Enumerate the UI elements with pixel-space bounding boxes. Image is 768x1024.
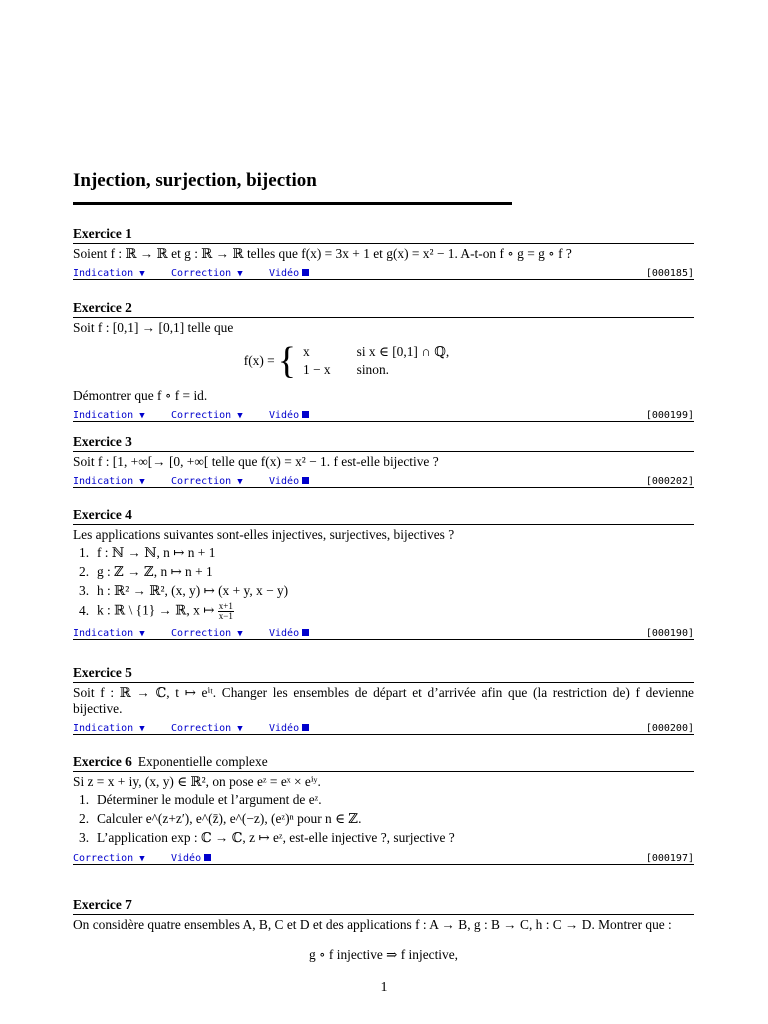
square-icon [302, 629, 309, 636]
square-icon [204, 854, 211, 861]
list-item: 1. f : ℕ → ℕ, n ↦ n + 1 [79, 545, 216, 560]
fraction: $\frac{x+1}{x-1}$ [218, 601, 233, 621]
list-item: 1. Déterminer le module et l’argument de eᶻ. [79, 792, 322, 807]
video-link[interactable]: Vidéo [171, 851, 211, 867]
list-item: 3. h : ℝ² → ℝ², (x, y) ↦ (x + y, x − y) [79, 583, 289, 598]
exercise-links [73, 406, 694, 421]
video-link[interactable]: Vidéo [269, 408, 309, 424]
square-icon [302, 411, 309, 418]
exercise-ref: [000197] [645, 853, 694, 864]
exercise-heading: Exercice 5 [73, 665, 132, 680]
exercise-2 [73, 300, 694, 422]
correction-link[interactable]: Correction ▼ [171, 268, 243, 279]
exercise-list [73, 792, 694, 846]
indication-link[interactable]: Indication ▼ [73, 628, 145, 639]
case1-condition: si x ∈ [0,1] ∩ ℚ, [356, 344, 450, 359]
exercise-intro: Les applications suivantes sont-elles injectives, surjectives, bijectives ? [73, 527, 455, 542]
display-equation: g ∘ f injective ⇒ f injective, [308, 947, 459, 962]
exercise-text: Soient f : ℝ → ℝ et g : ℝ → ℝ telles que f(x) = 3x + 1 et g(x) = x² − 1. A-t-on f ∘ g = g ∘ f ? [73, 246, 572, 261]
triangle-down-icon: ▼ [139, 269, 145, 279]
exercise-ref: [000185] [645, 268, 694, 279]
video-link[interactable]: Vidéo [269, 474, 309, 490]
triangle-down-icon: ▼ [139, 411, 145, 421]
exercise-6 [73, 754, 694, 865]
indication-link[interactable]: Indication ▼ [73, 723, 145, 734]
exercise-4 [73, 507, 694, 640]
exercise-ref: [000199] [645, 410, 694, 421]
exercise-bottom-rule [73, 487, 694, 488]
case2-value: 1 − x [302, 362, 331, 377]
left-brace: { [277, 340, 296, 382]
exercise-heading: Exercice 6 Exponentielle complexe [73, 754, 268, 769]
piecewise-definition [73, 342, 694, 380]
exercise-subtitle: Exponentielle complexe [137, 754, 268, 769]
exercise-heading: Exercice 2 [73, 300, 132, 315]
list-item: 4. k : ℝ \ {1} → ℝ, x ↦ $\frac{x+1}{x-1}$ [79, 601, 233, 621]
exercise-bottom-rule [73, 279, 694, 280]
title-rule [73, 202, 512, 205]
exercise-bottom-rule [73, 864, 694, 865]
exercise-heading: Exercice 3 [73, 434, 132, 449]
exercise-7 [73, 897, 694, 963]
correction-link[interactable]: Correction ▼ [171, 410, 243, 421]
exercise-links [73, 849, 694, 864]
list-item: 3. L’application exp : ℂ → ℂ, z ↦ eᶻ, est-elle injective ?, surjective ? [79, 830, 455, 845]
triangle-down-icon: ▼ [237, 411, 243, 421]
correction-link[interactable]: Correction ▼ [171, 723, 243, 734]
video-link[interactable]: Vidéo [269, 266, 309, 282]
exercise-links [73, 472, 694, 487]
list-item: 2. g : ℤ → ℤ, n ↦ n + 1 [79, 564, 213, 579]
video-link[interactable]: Vidéo [269, 626, 309, 642]
page-number: 1 [380, 980, 388, 995]
exercise-5 [73, 665, 694, 735]
exercise-bottom-rule [73, 639, 694, 640]
triangle-down-icon: ▼ [139, 629, 145, 639]
exercise-ref: [000200] [645, 723, 694, 734]
video-link[interactable]: Vidéo [269, 721, 309, 737]
exercise-bottom-rule [73, 734, 694, 735]
triangle-down-icon: ▼ [139, 477, 145, 487]
exercise-links [73, 719, 694, 734]
exercise-links [73, 264, 694, 279]
exercise-ref: [000190] [645, 628, 694, 639]
correction-link[interactable]: Correction ▼ [171, 628, 243, 639]
exercise-heading: Exercice 4 [73, 507, 132, 522]
correction-link[interactable]: Correction ▼ [73, 853, 145, 864]
correction-link[interactable]: Correction ▼ [171, 476, 243, 487]
exercise-ref: [000202] [645, 476, 694, 487]
exercise-1 [73, 226, 694, 280]
exercise-text: Soit f : ℝ → ℂ, t ↦ eⁱᵗ. Changer les ensembles de départ et d’arrivée afin que (la restriction de) f devienne bijective. [73, 685, 694, 716]
indication-link[interactable]: Indication ▼ [73, 410, 145, 421]
exercise-heading: Exercice 7 [73, 897, 132, 912]
square-icon [302, 269, 309, 276]
exercise-list [73, 545, 694, 621]
list-item: 2. Calculer e^(z+z′), e^(z̄), e^(−z), (eᶻ)ⁿ pour n ∈ ℤ. [79, 811, 362, 826]
page-title: Injection, surjection, bijection [73, 170, 317, 191]
indication-link[interactable]: Indication ▼ [73, 268, 145, 279]
exercise-text: On considère quatre ensembles A, B, C et D et des applications f : A → B, g : B → C, h : C → D. Montrer que : [73, 917, 672, 932]
triangle-down-icon: ▼ [237, 477, 243, 487]
exercise-text: Soit f : [1, +∞[→ [0, +∞[ telle que f(x) = x² − 1. f est-elle bijective ? [73, 454, 439, 469]
exercise-heading: Exercice 1 [73, 226, 132, 241]
case1-value: x [302, 344, 310, 359]
triangle-down-icon: ▼ [139, 854, 145, 864]
square-icon [302, 477, 309, 484]
triangle-down-icon: ▼ [237, 724, 243, 734]
triangle-down-icon: ▼ [237, 269, 243, 279]
exercise-conclusion: Démontrer que f ∘ f = id. [73, 388, 208, 403]
exercise-intro: Soit f : [0,1] → [0,1] telle que [73, 320, 234, 335]
exercise-3 [73, 434, 694, 488]
piecewise-lhs: f(x) = [243, 353, 275, 368]
exercise-bottom-rule [73, 421, 694, 422]
triangle-down-icon: ▼ [237, 629, 243, 639]
exercise-links [73, 624, 694, 639]
square-icon [302, 724, 309, 731]
triangle-down-icon: ▼ [139, 724, 145, 734]
case2-condition: sinon. [356, 362, 389, 377]
indication-link[interactable]: Indication ▼ [73, 476, 145, 487]
exercise-intro: Si z = x + iy, (x, y) ∈ ℝ², on pose eᶻ = eˣ × eⁱʸ. [73, 774, 321, 789]
